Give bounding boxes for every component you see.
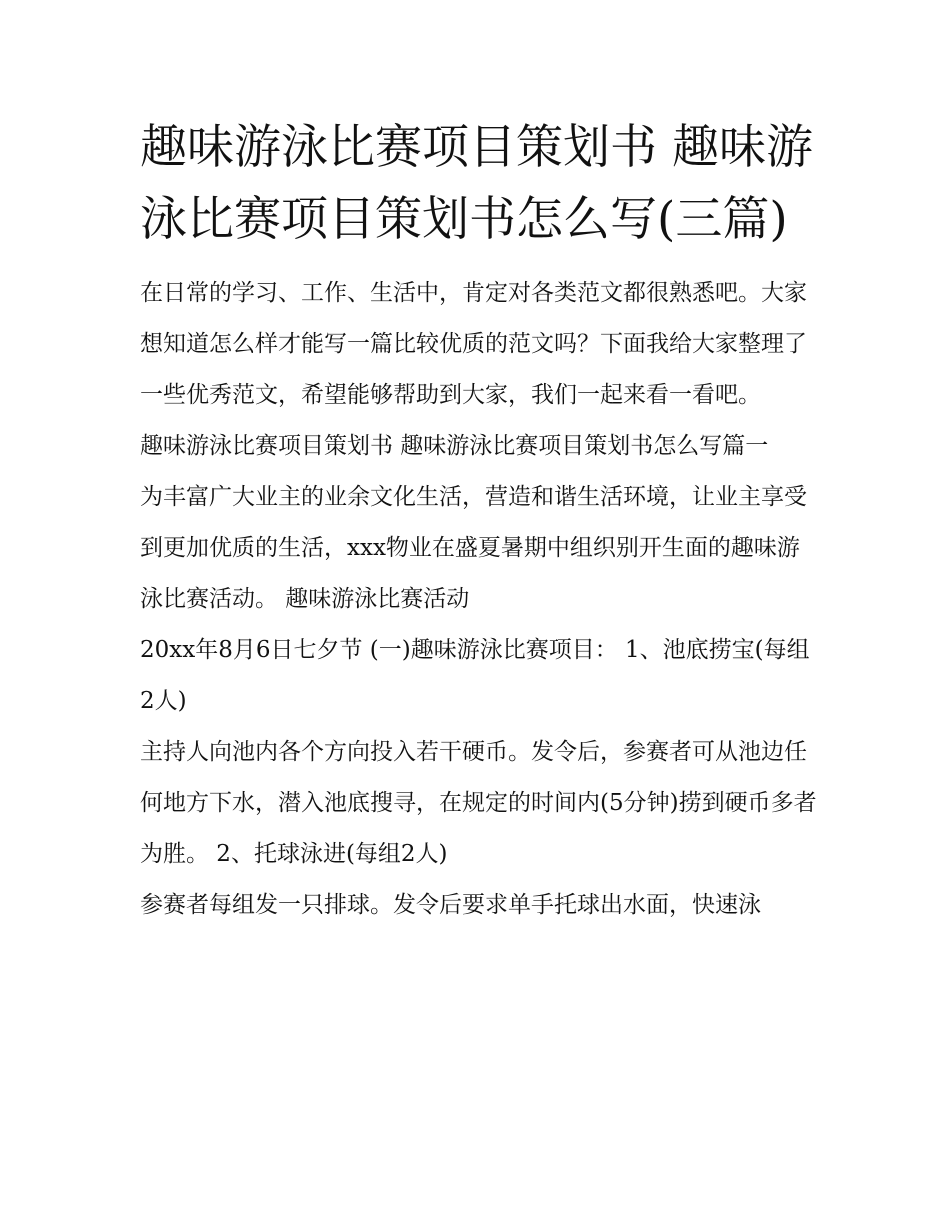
body-paragraph: 参赛者每组发一只排球。发令后要求单手托球出水面，快速泳: [140, 892, 761, 918]
document-title: 趣味游泳比赛项目策划书 趣味游泳比赛项目策划书怎么写(三篇): [140, 120, 813, 247]
intro-paragraph: 在日常的学习、工作、生活中，肯定对各类范文都很熟悉吧。大家想知道怎么样才能写一篇比较优质的范文吗？下面我给大家整理了一些优秀范文，希望能够帮助到大家，我们一起来看一看吧。: [140, 280, 807, 408]
section-heading: 趣味游泳比赛项目策划书 趣味游泳比赛项目策划书怎么写篇一: [140, 433, 769, 459]
body-paragraph: 20xx年8月6日七夕节 (一)趣味游泳比赛项目： 1、池底捞宝(每组2人): [140, 637, 810, 714]
body-paragraph: 主持人向池内各个方向投入若干硬币。发令后，参赛者可从池边任何地方下水，潜入池底搜寻，在规定的时间内(5分钟)捞到硬币多者为胜。 2、托球泳进(每组2人): [140, 739, 817, 867]
document-page: [140, 112, 820, 931]
body-paragraph: 为丰富广大业主的业余文化生活，营造和谐生活环境，让业主享受到更加优质的生活，xxx物业在盛夏暑期中组织别开生面的趣味游泳比赛活动。 趣味游泳比赛活动: [140, 484, 807, 612]
